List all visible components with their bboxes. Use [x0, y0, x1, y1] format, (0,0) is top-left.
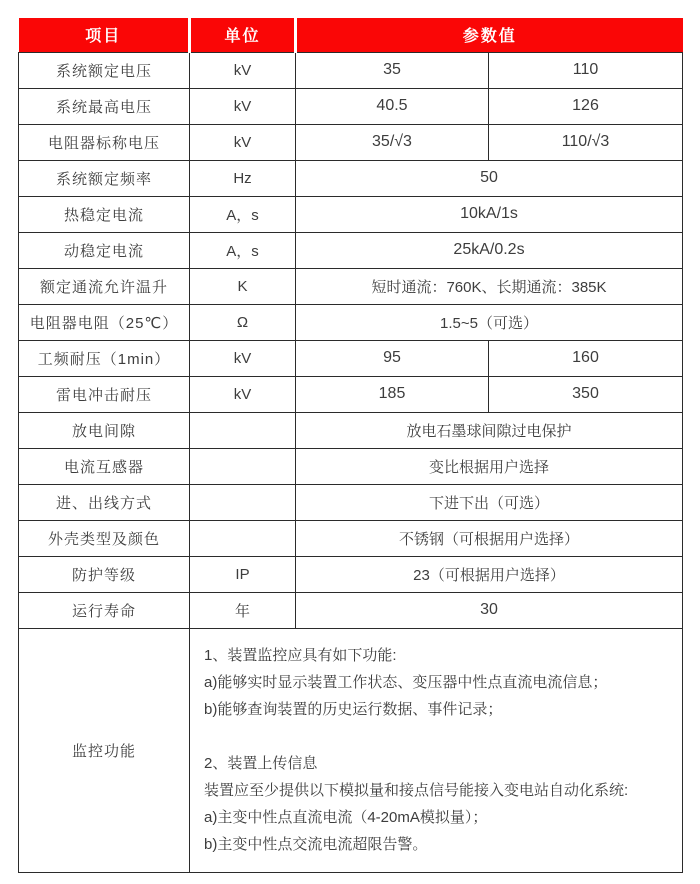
value-cell: 126: [489, 88, 683, 124]
spec-row: [19, 52, 683, 88]
value-cell: 350: [489, 376, 683, 412]
spec-row: [19, 124, 683, 160]
value-cell: 110/√3: [489, 124, 683, 160]
spec-row: [19, 304, 683, 340]
unit-cell: Hz: [190, 160, 296, 196]
unit-cell: kV: [190, 376, 296, 412]
unit-cell: IP: [190, 556, 296, 592]
item-label-cell: 系统额定频率: [19, 160, 190, 196]
unit-cell: [190, 484, 296, 520]
monitor-row: [19, 628, 683, 872]
value-cell: 23（可根据用户选择）: [296, 556, 683, 592]
value-cell: 25kA/0.2s: [296, 232, 683, 268]
item-label-cell: 系统最高电压: [19, 88, 190, 124]
monitor-line: [204, 723, 682, 750]
unit-cell: [190, 412, 296, 448]
unit-cell: [190, 448, 296, 484]
spec-row: [19, 340, 683, 376]
item-label-cell: 外壳类型及颜色: [19, 520, 190, 556]
unit-cell: A，s: [190, 196, 296, 232]
value-cell: 95: [296, 340, 489, 376]
item-label-cell: 额定通流允许温升: [19, 268, 190, 304]
value-cell: 下进下出（可选）: [296, 484, 683, 520]
unit-cell: [190, 520, 296, 556]
unit-cell: A，s: [190, 232, 296, 268]
header-cell-item: 项目: [19, 18, 190, 52]
value-cell: 160: [489, 340, 683, 376]
value-cell: 35: [296, 52, 489, 88]
item-label-cell: 进、出线方式: [19, 484, 190, 520]
spec-row: [19, 196, 683, 232]
value-cell: 不锈钢（可根据用户选择）: [296, 520, 683, 556]
monitor-line: b)主变中性点交流电流超限告警。: [204, 836, 428, 853]
spec-row: [19, 412, 683, 448]
monitor-line: b)能够查询装置的历史运行数据、事件记录；: [204, 701, 503, 718]
item-label-cell: 工频耐压（1min）: [19, 340, 190, 376]
unit-cell: Ω: [190, 304, 296, 340]
spec-row: [19, 88, 683, 124]
table-header: [19, 18, 683, 52]
spec-row: [19, 484, 683, 520]
unit-cell: kV: [190, 52, 296, 88]
item-label-cell: 放电间隙: [19, 412, 190, 448]
monitor-line: 2、装置上传信息: [204, 755, 318, 772]
item-label-cell: 热稳定电流: [19, 196, 190, 232]
item-label-cell: 电流互感器: [19, 448, 190, 484]
value-cell: 35/√3: [296, 124, 489, 160]
spec-row: [19, 520, 683, 556]
monitor-text-cell: [190, 628, 683, 872]
value-cell: 30: [296, 592, 683, 628]
value-cell: 185: [296, 376, 489, 412]
unit-cell: K: [190, 268, 296, 304]
spec-table: [18, 18, 683, 873]
value-cell: 1.5~5（可选）: [296, 304, 683, 340]
value-cell: 10kA/1s: [296, 196, 683, 232]
unit-cell: kV: [190, 88, 296, 124]
spec-row: [19, 556, 683, 592]
value-cell: 变比根据用户选择: [296, 448, 683, 484]
value-cell: 50: [296, 160, 683, 196]
item-label-cell: 系统额定电压: [19, 52, 190, 88]
item-label-cell: 防护等级: [19, 556, 190, 592]
value-cell: 放电石墨球间隙过电保护: [296, 412, 683, 448]
monitor-label-cell: 监控功能: [19, 628, 190, 872]
monitor-line: a)能够实时显示装置工作状态、变压器中性点直流电流信息；: [204, 674, 608, 691]
unit-cell: kV: [190, 124, 296, 160]
value-cell: 110: [489, 52, 683, 88]
unit-cell: 年: [190, 592, 296, 628]
monitor-line: 装置应至少提供以下模拟量和接点信号能接入变电站自动化系统:: [204, 782, 629, 799]
spec-row: [19, 232, 683, 268]
monitor-line: 1、装置监控应具有如下功能:: [204, 647, 397, 664]
header-cell-unit: 单位: [190, 18, 296, 52]
spec-row: [19, 448, 683, 484]
header-row: [19, 18, 683, 52]
spec-row: [19, 592, 683, 628]
value-cell: 短时通流：760K、长期通流：385K: [296, 268, 683, 304]
item-label-cell: 运行寿命: [19, 592, 190, 628]
item-label-cell: 电阻器标称电压: [19, 124, 190, 160]
spec-row: [19, 268, 683, 304]
monitor-line: a)主变中性点直流电流（4-20mA模拟量）；: [204, 809, 488, 826]
unit-cell: kV: [190, 340, 296, 376]
spec-row: [19, 376, 683, 412]
header-cell-value: 参数值: [296, 18, 683, 52]
item-label-cell: 雷电冲击耐压: [19, 376, 190, 412]
item-label-cell: 电阻器电阻（25℃）: [19, 304, 190, 340]
item-label-cell: 动稳定电流: [19, 232, 190, 268]
spec-row: [19, 160, 683, 196]
value-cell: 40.5: [296, 88, 489, 124]
